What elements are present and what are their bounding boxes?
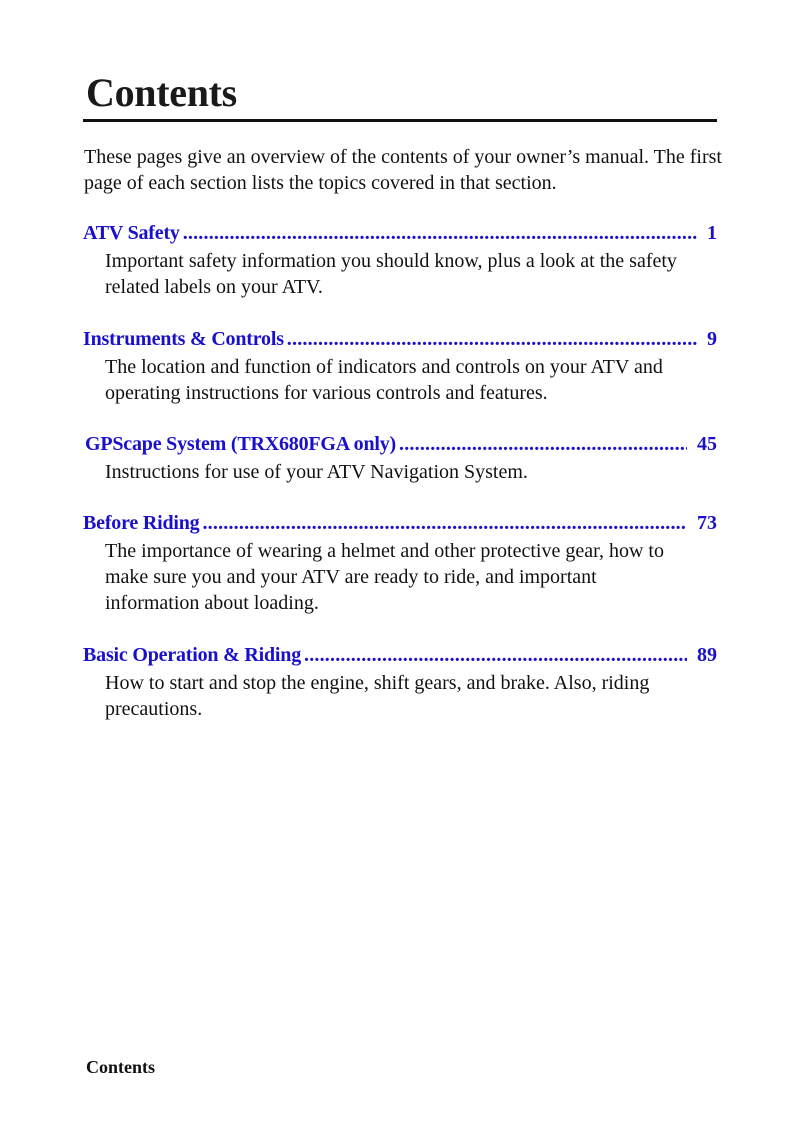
toc-entry-instruments-controls [83,326,717,406]
toc-page-number: 9 [707,328,717,350]
toc-page-number: 89 [697,644,717,666]
toc-description: The location and function of indicators and controls on your ATV and operating instructions for various controls and features. [105,356,663,404]
toc-title: Basic Operation & Riding [83,644,301,666]
footer-section-label: Contents [86,1057,156,1077]
dot-leader [399,431,687,457]
toc-link-instruments-controls[interactable] [83,326,717,352]
toc-entry-gpscape-system [85,431,717,485]
toc-link-gpscape-system[interactable] [85,431,717,457]
toc-link-atv-safety[interactable] [83,220,717,246]
intro-paragraph: These pages give an overview of the contents of your owner’s manual. The first page of each section lists the topics covered in that section. [84,146,722,194]
toc-title: Before Riding [83,512,200,534]
dot-leader [183,220,697,246]
toc-description: Important safety information you should know, plus a look at the safety related labels on your ATV. [105,250,677,298]
toc-page-number: 1 [707,222,717,244]
toc-page-number: 73 [697,512,717,534]
toc-entry-before-riding [83,510,717,616]
dot-leader [287,326,697,352]
toc-description: The importance of wearing a helmet and other protective gear, how to make sure you and your ATV are ready to ride, and important information about loading. [105,540,664,614]
toc-description: How to start and stop the engine, shift gears, and brake. Also, riding precautions. [105,672,650,720]
title-rule [83,119,717,122]
toc-page-number: 45 [697,433,717,455]
toc-title: ATV Safety [83,222,180,244]
toc-title: Instruments & Controls [83,328,284,350]
toc-entry-atv-safety [83,220,717,300]
toc-description: Instructions for use of your ATV Navigation System. [105,461,528,483]
dot-leader [304,642,687,668]
toc-link-before-riding[interactable] [83,510,717,536]
toc-title: GPScape System (TRX680FGA only) [85,433,397,455]
toc-entry-basic-operation-riding [83,642,717,722]
dot-leader [202,510,687,536]
toc-link-basic-operation-riding[interactable] [83,642,717,668]
page-title: Contents [86,70,237,115]
